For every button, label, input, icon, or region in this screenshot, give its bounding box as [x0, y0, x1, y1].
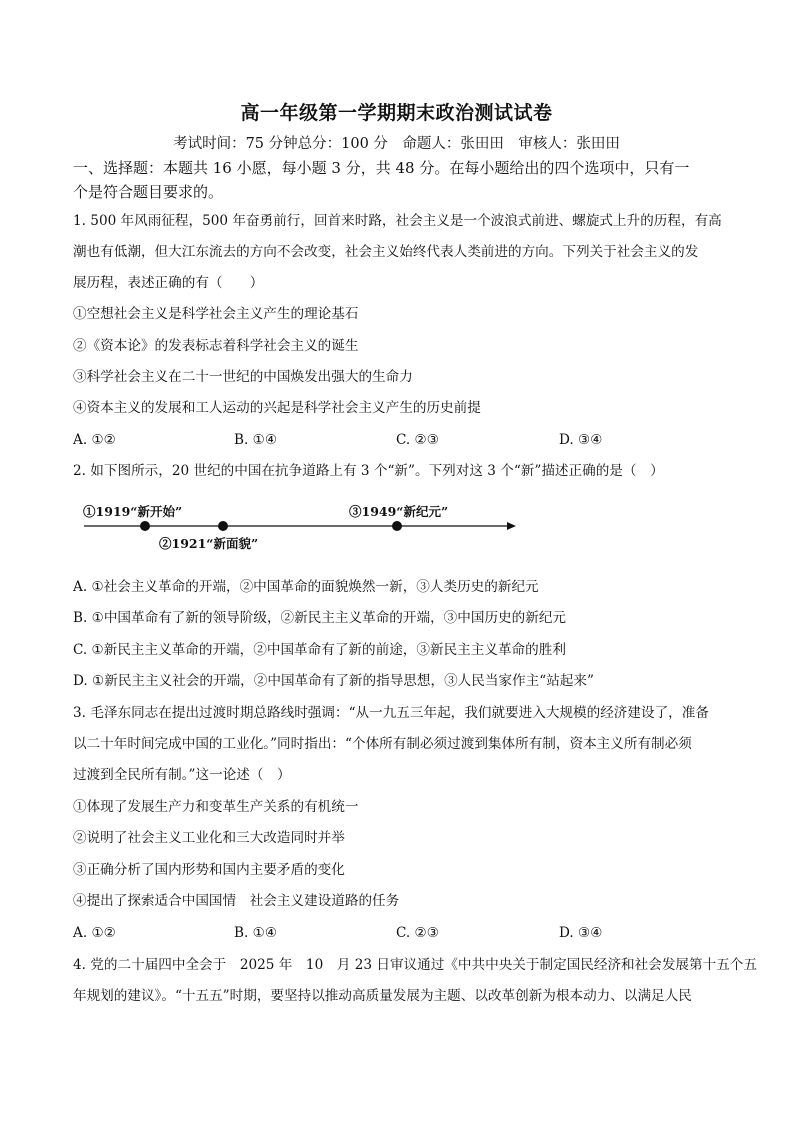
q1-statement: ①空想社会主义是科学社会主义产生的理论基石	[73, 306, 359, 322]
timeline-label-1949: ③1949“新纪元”	[349, 504, 449, 519]
q3-option-a: A. ①②	[73, 925, 116, 941]
q1-statement: ④资本主义的发展和工人运动的兴起是科学社会主义产生的历史前提	[73, 400, 481, 416]
q3-stem-line: 以二十年时间完成中国的工业化。”同时指出：“个体所有制必须过渡到集体所有制，资本主义所有制必须	[73, 736, 692, 752]
q1-stem-line: 潮也有低潮，但大江东流去的方向不会改变，社会主义始终代表人类前进的方向。下列关于社会主义的发	[73, 244, 699, 260]
q2-stem-line: 2. 如下图所示，20 世纪的中国在抗争道路上有 3 个“新”。下列对这 3 个“新”描述正确的是（ ）	[73, 463, 664, 479]
q3-statement: ③正确分析了国内形势和国内主要矛盾的变化	[73, 862, 345, 878]
timeline-dot-1949	[392, 521, 402, 531]
arrow-head-icon	[507, 522, 516, 530]
timeline-label-1919: ①1919“新开始”	[83, 504, 183, 519]
q4-stem-line: 4. 党的二十届四中全会于 2025 年 10 月 23 日审议通过《中共中央关于制定国民经济和社会发展第十五个五	[73, 957, 757, 973]
section-heading-line: 个是符合题目要求的。	[73, 183, 224, 201]
q1-option-c: C. ②③	[396, 432, 439, 448]
timeline-label-1921: ②1921“新面貌”	[159, 536, 259, 551]
q3-statement: ④提出了探索适合中国国情 社会主义建设道路的任务	[73, 893, 400, 909]
exam-meta: 考试时间：75 分钟总分：100 分 命题人：张田田 审核人：张田田	[173, 136, 620, 152]
q1-statement: ②《资本论》的发表标志着科学社会主义的诞生	[73, 338, 359, 354]
q1-statement: ③科学社会主义在二十一世纪的中国焕发出强大的生命力	[73, 369, 413, 385]
q2-option-c: C. ①新民主主义革命的开端，②中国革命有了新的前途，③新民主主义革命的胜利	[73, 642, 566, 658]
q3-stem-line: 3. 毛泽东同志在提出过渡时期总路线时强调：“从一九五三年起，我们就要进入大规模的经济建设了，准备	[73, 705, 709, 721]
q1-option-a: A. ①②	[73, 432, 116, 448]
q4-stem-line: 年规划的建议》。“十五五”时期，要坚持以推动高质量发展为主题、以改革创新为根本动力、以满足人民	[73, 988, 692, 1004]
q1-option-b: B. ①④	[234, 432, 278, 448]
q2-option-d: D. ①新民主主义社会的开端，②中国革命有了新的指导思想，③人民当家作主“站起来”	[73, 673, 594, 689]
q1-option-d: D. ③④	[559, 432, 603, 448]
q3-statement: ①体现了发展生产力和变革生产关系的有机统一	[73, 799, 359, 815]
timeline-dot-1919	[140, 521, 150, 531]
q3-statement: ②说明了社会主义工业化和三大改造同时并举	[73, 830, 345, 846]
q3-option-b: B. ①④	[234, 925, 278, 941]
q1-stem-line: 1. 500 年风雨征程，500 年奋勇前行，回首来时路，社会主义是一个波浪式前进、螺旋式上升的历程，有高	[73, 213, 722, 229]
page-title: 高一年级第一学期期末政治测试试卷	[240, 102, 553, 124]
q2-option-b: B. ①中国革命有了新的领导阶级，②新民主主义革命的开端，③中国历史的新纪元	[73, 610, 567, 626]
q3-option-c: C. ②③	[396, 925, 439, 941]
q3-option-d: D. ③④	[559, 925, 603, 941]
q2-option-a: A. ①社会主义革命的开端，②中国革命的面貌焕然一新，③人类历史的新纪元	[73, 579, 539, 595]
q3-stem-line: 过渡到全民所有制。”这一论述（ ）	[73, 767, 291, 783]
timeline-dot-1921	[218, 521, 228, 531]
timeline-figure	[70, 494, 530, 554]
section-heading-line: 一、选择题：本题共 16 小愿，每小题 3 分，共 48 分。在每小题给出的四个选项中，只有一	[73, 159, 690, 177]
q1-stem-line: 展历程，表述正确的有（ ）	[73, 275, 264, 291]
